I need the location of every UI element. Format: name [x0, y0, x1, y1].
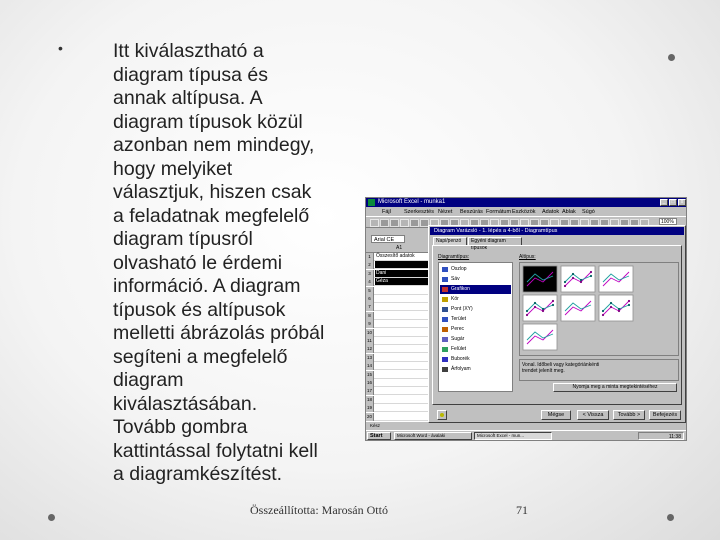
menu-item[interactable]: Ablak [562, 209, 576, 215]
table-row [366, 261, 430, 269]
cell[interactable] [375, 295, 431, 302]
chart-type-item[interactable] [440, 355, 511, 364]
cell[interactable] [375, 387, 431, 394]
chart-type-label: Grafikon [451, 286, 470, 292]
subtype-thumb[interactable] [599, 295, 633, 321]
minimize-button[interactable]: _ [660, 199, 668, 206]
taskbar-word[interactable]: Microsoft Word - ávalaki [394, 432, 472, 440]
slide-text-line: diagram [113, 369, 184, 391]
row-number: 8 [366, 312, 374, 320]
maximize-button[interactable]: □ [669, 199, 677, 206]
slide-text-line: Tovább gombra [113, 416, 248, 438]
footer-author: Összeállította: Marosán Ottó [250, 503, 388, 517]
row-number: 3 [366, 270, 374, 278]
cell[interactable] [375, 261, 431, 268]
slide-text-line: diagram típusról [113, 228, 253, 250]
row-number: 2 [366, 261, 374, 269]
row-number: 1 [366, 253, 374, 261]
cell[interactable] [375, 379, 431, 386]
chart-type-label: Oszlop [451, 266, 467, 272]
table-row [366, 295, 430, 303]
slide-body-text [113, 40, 363, 487]
table-row [366, 253, 430, 261]
zoom-select[interactable]: 100% [659, 218, 677, 225]
table-row [366, 396, 430, 404]
chart-wizard-dialog [428, 225, 686, 423]
slide-text-line: azonban nem mindegy, [113, 134, 315, 156]
system-tray [638, 432, 684, 440]
slide-text-line: diagram típusa és [113, 63, 269, 86]
cell[interactable] [375, 345, 431, 352]
menu-item[interactable]: Fájl [382, 209, 391, 215]
table-row [366, 345, 430, 353]
subtype-thumb[interactable] [561, 266, 595, 292]
table-row [366, 329, 430, 337]
chart-type-label: Kör [451, 296, 459, 302]
toolbar-button[interactable] [390, 219, 399, 227]
decorative-dot [668, 54, 675, 61]
cell[interactable]: Dani [375, 270, 431, 277]
slide-text-line: diagram típusok közül [113, 110, 303, 133]
cell[interactable] [375, 362, 431, 369]
slide-text-line: a diagramkészítést. [113, 463, 283, 485]
menu-bar [366, 207, 686, 216]
slide-text-line: választjuk, hiszen csak [113, 181, 312, 203]
menu-item[interactable]: Formátum [486, 209, 512, 215]
decorative-dot [48, 514, 55, 521]
chart-type-item[interactable] [440, 325, 511, 334]
excel-title-bar [366, 198, 686, 207]
chart-type-label: Felület [451, 346, 467, 352]
chart-type-icon [442, 357, 448, 362]
subtype-thumbnails [520, 263, 678, 355]
slide-text-line: annak altípusa. A [113, 87, 263, 109]
row-number: 7 [366, 303, 374, 311]
subtype-thumb[interactable] [523, 324, 557, 350]
chart-type-label: Árfolyam [451, 366, 471, 372]
slide-text-line: melletti ábrázolás próbál [113, 322, 325, 344]
back-button[interactable]: < Vissza [577, 410, 609, 420]
worksheet [366, 244, 431, 422]
cell[interactable] [375, 404, 431, 411]
row-number: 10 [366, 329, 372, 335]
chart-type-icon [442, 287, 448, 292]
table-row [366, 303, 430, 311]
cell[interactable]: Géza [375, 278, 431, 285]
chart-type-icon [442, 327, 448, 332]
row-number: 19 [366, 405, 372, 411]
cell[interactable] [375, 354, 431, 361]
slide-text-line: segíteni a megfelelő [113, 345, 288, 368]
menu-item[interactable]: Beszúrás [460, 209, 483, 215]
chart-type-label: Buborék [451, 356, 470, 362]
preview-button[interactable]: Nyomja meg a minta megtekintéséhez [553, 383, 677, 392]
status-bar [366, 423, 686, 429]
chart-type-icon [442, 277, 448, 282]
chart-type-label: Diagramtípus: [438, 254, 470, 260]
excel-title: Microsoft Excel - munka1 [378, 199, 446, 205]
font-name-box[interactable]: Arial CE [371, 235, 405, 243]
chart-type-item[interactable] [440, 365, 511, 374]
cell[interactable] [375, 396, 431, 403]
menu-item[interactable]: Eszközök [512, 209, 536, 215]
chart-type-list [438, 262, 513, 392]
table-row [366, 362, 430, 370]
column-header-label: A1 [396, 245, 403, 251]
chart-type-icon [442, 297, 448, 302]
help-icon [440, 413, 444, 417]
dialog-title: Diagram Varázsló - 1. lépés a 4-ből - Diagramtípus [434, 228, 558, 234]
table-row [366, 413, 430, 421]
subtype-thumb[interactable] [599, 266, 633, 292]
cell[interactable] [375, 287, 431, 294]
menu-item[interactable]: Nézet [438, 209, 453, 215]
chart-type-label: Terület [451, 316, 467, 322]
slide-text-line: a feladatnak megfelelő [113, 204, 310, 227]
cell[interactable] [375, 320, 431, 327]
chart-type-label: Pont (XY) [451, 306, 473, 312]
help-button[interactable] [437, 410, 447, 420]
subtype-thumb[interactable] [523, 266, 557, 292]
table-row [366, 404, 430, 412]
chart-type-item[interactable] [440, 315, 511, 324]
cell[interactable] [375, 303, 431, 310]
description-line: Vonal. Időbeli vagy kategóriánkénti [522, 362, 600, 368]
slide-text-line: kattintással folytatni kell [113, 439, 318, 462]
table-row [366, 337, 430, 345]
subtype-thumb[interactable] [561, 295, 595, 321]
tab-custom-types[interactable]: Egyéni diagram típusok [468, 237, 522, 245]
row-number: 15 [366, 371, 372, 377]
table-row [366, 278, 430, 286]
cancel-button[interactable]: Mégse [541, 410, 571, 420]
row-number: 18 [366, 396, 372, 402]
next-button[interactable]: Tovább > [613, 410, 645, 420]
menu-item[interactable]: Adatok [542, 209, 560, 215]
table-row [366, 320, 430, 328]
column-header [366, 244, 430, 253]
table-row [366, 371, 430, 379]
cell[interactable] [375, 329, 431, 336]
taskbar [366, 430, 686, 441]
menu-item[interactable]: Súgó [582, 209, 595, 215]
cell[interactable]: Összesítő adatok [376, 253, 415, 259]
row-number: 13 [366, 354, 372, 360]
row-number: 16 [366, 380, 372, 385]
chart-type-icon [442, 317, 448, 322]
excel-screenshot [365, 197, 687, 441]
chart-type-item[interactable] [440, 295, 511, 304]
subtype-grid [519, 262, 679, 356]
row-number: 9 [366, 320, 374, 328]
row-number: 12 [366, 346, 372, 352]
start-button[interactable]: Start [367, 432, 391, 440]
cell[interactable] [375, 312, 431, 319]
subtype-description [519, 359, 679, 381]
subtype-label: Altípus: [519, 254, 536, 260]
taskbar-excel[interactable]: Microsoft Excel - mun... [474, 432, 552, 440]
clock: 11:38 [668, 434, 681, 440]
toolbar-button[interactable] [410, 219, 419, 227]
toolbar-button[interactable] [400, 219, 409, 227]
slide-text-line: hogy melyiket [113, 157, 233, 180]
menu-item[interactable]: Szerkesztés [404, 209, 434, 215]
bullet: • [58, 40, 63, 56]
row-number: 11 [366, 337, 374, 345]
table-row [366, 387, 430, 395]
subtype-thumb[interactable] [523, 295, 557, 321]
dialog-panel [432, 245, 682, 405]
slide-text-line: információ. A diagram [113, 275, 301, 297]
dialog-title-bar [430, 227, 684, 235]
cell[interactable] [375, 371, 431, 378]
chart-type-icon [442, 307, 448, 312]
table-row [366, 354, 430, 362]
row-number: 14 [366, 363, 372, 369]
toolbar-button[interactable] [380, 219, 389, 227]
page-number: 71 [516, 503, 528, 517]
slide-text-line: Itt kiválasztható a [113, 40, 264, 62]
toolbar-button[interactable] [370, 219, 379, 227]
excel-app-icon [368, 199, 375, 206]
decorative-dot [667, 514, 674, 521]
chart-type-label: Sugár [451, 336, 465, 342]
slide-text-line: kiválasztásában. [113, 392, 258, 415]
row-number: 6 [366, 295, 374, 303]
chart-type-item[interactable] [440, 275, 511, 284]
row-number: 20 [366, 413, 372, 419]
chart-type-icon [442, 337, 448, 342]
finish-button[interactable]: Befejezés [649, 410, 681, 420]
chart-type-item[interactable] [440, 345, 511, 354]
table-row [366, 287, 430, 295]
cell[interactable] [375, 413, 431, 420]
table-row [366, 270, 430, 278]
table-row [366, 379, 430, 387]
row-number: 5 [366, 287, 374, 295]
chart-type-item[interactable] [440, 265, 511, 274]
chart-type-icon [442, 267, 448, 272]
description-line: trendet jelenít meg. [522, 368, 565, 374]
table-row [366, 312, 430, 320]
row-number: 4 [366, 278, 374, 286]
status-text: Kész [370, 423, 381, 428]
chart-type-icon [442, 367, 448, 372]
close-button[interactable]: x [678, 199, 686, 206]
row-number: 17 [366, 388, 372, 394]
slide-text-line: típusok és altípusok [113, 298, 286, 321]
chart-type-icon [442, 347, 448, 352]
chart-type-item[interactable] [440, 335, 511, 344]
chart-type-item[interactable] [440, 285, 511, 294]
slide-text-line: olvasható le érdemi [113, 251, 283, 274]
cell[interactable] [375, 337, 431, 344]
chart-type-label: Perec [451, 326, 465, 332]
chart-type-item[interactable] [440, 305, 511, 314]
chart-type-label: Sáv [451, 276, 460, 282]
tab-standard[interactable]: Napi/penzó [433, 237, 467, 245]
